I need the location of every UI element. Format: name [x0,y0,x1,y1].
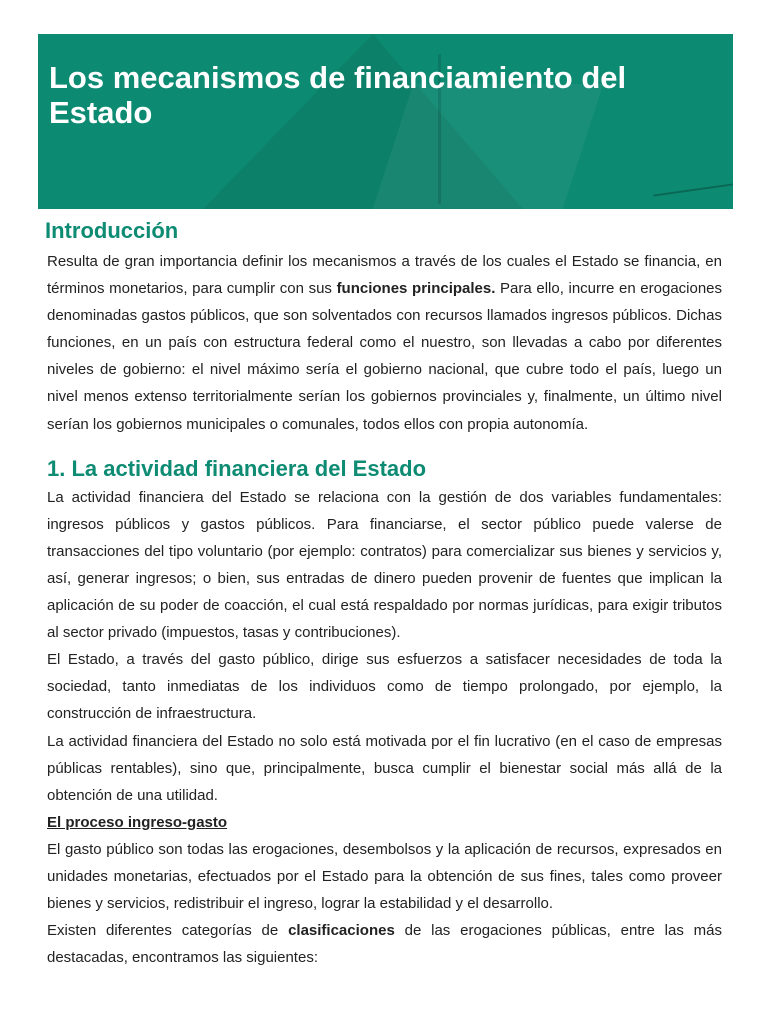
section-paragraph [47,917,722,971]
header-banner [38,34,733,209]
document-body [47,216,722,971]
text-run: Resulta de gran importancia definir los mecanismos a través de los cuales el Estado se financia, en términos monetarios, para cumplir con sus [47,253,722,298]
section-paragraph: La actividad financiera del Estado no solo está motivada por el fin lucrativo (en el caso de empresas públicas rentables), sino que, principalmente, busca cumplir el bienestar social más allá de la obtención de una utilidad. [47,732,722,804]
section-heading: 1. La actividad financiera del Estado [47,455,427,481]
bold-text: clasificaciones [288,922,395,940]
page-title: Los mecanismos de financiamiento del Estado [49,60,627,130]
intro-paragraph [47,248,722,438]
intro-heading: Introducción [45,218,179,243]
subheading: El proceso ingreso-gasto [47,813,228,831]
banner-decoration [653,183,732,196]
section-paragraph: El gasto público son todas las erogaciones, desembolsos y la aplicación de recursos, expresados en unidades monetarias, efectuados por el Estado para la obtención de sus fines, tales como proveer bienes y servicios, redistribuir el ingreso, lograr la estabilidad y el desarrollo. [47,840,722,912]
bold-text: funciones principales. [336,280,496,298]
text-run: Existen diferentes categorías de [47,922,289,940]
text-run: Para ello, incurre en erogaciones denominadas gastos públicos, que son solventados con recursos llamados ingresos públicos. Dichas funciones, en un país con estructura federal como el nuestro, son llevadas a cabo por diferentes niveles de gobierno: el nivel máximo sería el gobierno nacional, que cubre todo el país, luego un nivel menos extenso territorialmente serían los gobiernos provinciales y, finalmente, un último nivel serían los gobiernos municipales o comunales, todos ellos con propia autonomía. [47,280,723,433]
text-run: de las erogaciones públicas, entre las más destacadas, encontramos las siguientes: [47,922,722,967]
section-paragraph: La actividad financiera del Estado se relaciona con la gestión de dos variables fundamentales: ingresos públicos y gastos públicos. Para financiarse, el sector público puede valerse de transacciones del tipo voluntario (por ejemplo: contratos) para comercializar sus bienes y servicios y, así, generar ingresos; o bien, sus entradas de dinero pueden provenir de fuentes que implican la aplicación de su poder de coacción, el cual está respaldado por normas jurídicas, para exigir tributos al sector privado (impuestos, tasas y contribuciones). [47,488,722,642]
section-paragraph: El Estado, a través del gasto público, dirige sus esfuerzos a satisfacer necesidades de toda la sociedad, tanto inmediatas de los individuos como de tiempo prolongado, por ejemplo, la construcción de infraestructura. [47,651,722,723]
